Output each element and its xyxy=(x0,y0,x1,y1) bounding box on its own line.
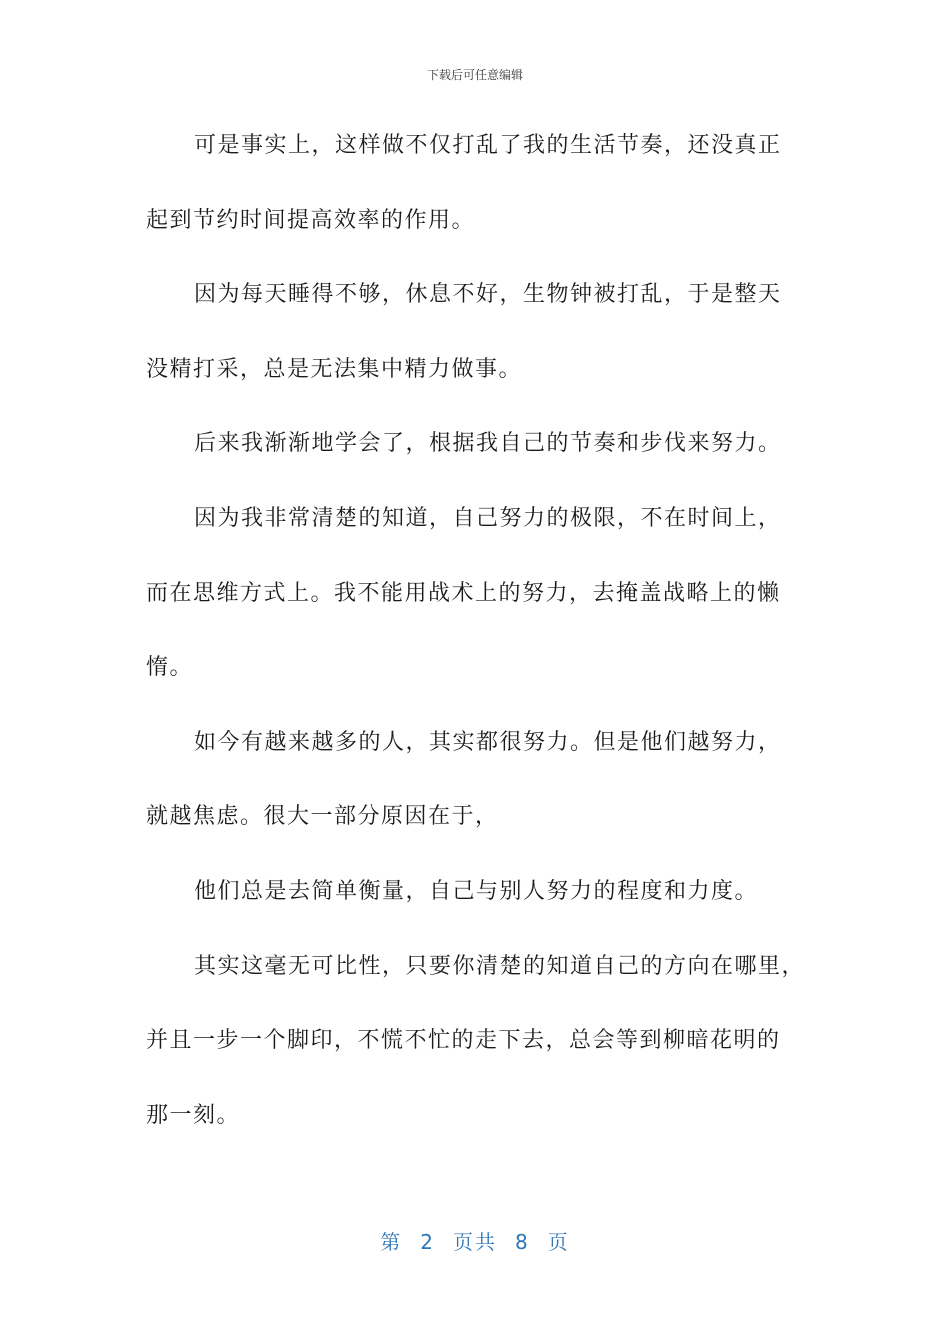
text-line: 并且一步一个脚印，不慌不忙的走下去，总会等到柳暗花明的 xyxy=(146,1028,781,1054)
document-body xyxy=(146,122,806,1166)
text-line: 因为我非常清楚的知道，自己努力的极限，不在时间上， xyxy=(194,505,782,531)
page-number-footer xyxy=(0,1226,950,1255)
text-line: 他们总是去简单衡量，自己与别人努力的程度和力度。 xyxy=(194,878,759,904)
text-line: 而在思维方式上。我不能用战术上的努力，去掩盖战略上的懒 xyxy=(146,580,781,606)
text-line: 那一刻。 xyxy=(146,1102,241,1128)
page-label-prefix: 第 xyxy=(380,1230,403,1254)
text-line: 就越焦虑。很大一部分原因在于， xyxy=(146,804,499,830)
page-label-middle: 页共 xyxy=(453,1230,497,1254)
text-line: 后来我渐渐地学会了，根据我自己的节奏和步伐来努力。 xyxy=(194,431,782,457)
text-line: 没精打采，总是无法集中精力做事。 xyxy=(146,356,523,382)
total-page-number: 8 xyxy=(515,1230,530,1254)
text-line: 惰。 xyxy=(146,655,194,681)
page-header: 下载后可任意编辑 xyxy=(426,68,523,82)
text-line: 如今有越来越多的人，其实都很努力。但是他们越努力， xyxy=(194,729,782,755)
text-line: 可是事实上，这样做不仅打乱了我的生活节奏，还没真正 xyxy=(194,133,782,158)
text-line: 起到节约时间提高效率的作用。 xyxy=(146,207,476,233)
page-label-suffix: 页 xyxy=(547,1230,570,1254)
current-page-number: 2 xyxy=(420,1230,435,1254)
text-line: 其实这毫无可比性，只要你清楚的知道自己的方向在哪里， xyxy=(194,953,806,979)
text-line: 因为每天睡得不够，休息不好，生物钟被打乱，于是整天 xyxy=(194,282,782,308)
